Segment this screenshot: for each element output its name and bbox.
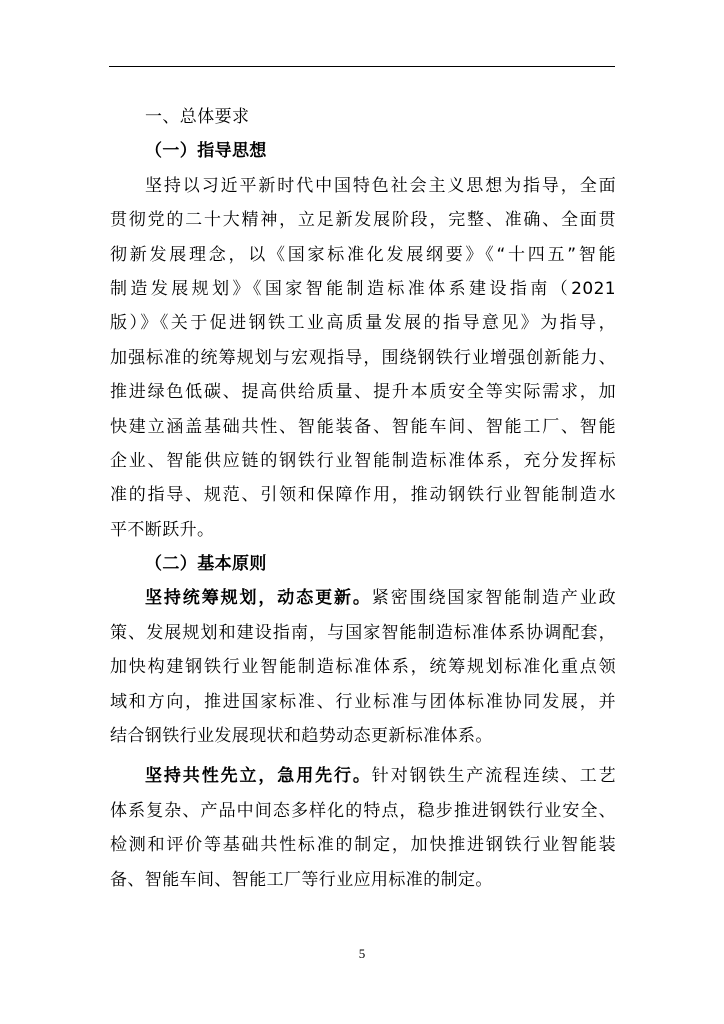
paragraph-principle-commonality (110, 759, 616, 897)
text-line: 备、智能车间、智能工厂等行业应用标准的制定。 (110, 869, 493, 890)
text-line (110, 759, 616, 793)
subheading-guiding-ideology: （一）指导思想 (145, 141, 267, 162)
page-number: 5 (358, 946, 366, 961)
paragraph-principle-planning (110, 581, 616, 753)
text-line: 坚持以习近平新时代中国特色社会主义思想为指导，全面 (145, 175, 616, 196)
paragraph-guiding-ideology (110, 169, 616, 547)
text-line: 体系复杂、产品中间态多样化的特点，稳步推进钢铁行业安全、 (110, 800, 616, 821)
principle-lead: 坚持统筹规划，动态更新。 (145, 588, 372, 609)
text-line: 企业、智能供应链的钢铁行业智能制造标准体系，充分发挥标 (110, 450, 616, 471)
text-line: 贯彻党的二十大精神，立足新发展阶段，完整、准确、全面贯 (110, 210, 616, 231)
text-line: 准的指导、规范、引领和保障作用，推动钢铁行业智能制造水 (110, 485, 616, 506)
text-line: 平不断跃升。 (110, 519, 215, 540)
subheading-basic-principles: （二）基本原则 (145, 554, 267, 575)
text-line (110, 581, 616, 615)
text-line: 彻新发展理念，以《国家标准化发展纲要》《“十四五”智能 (110, 244, 616, 265)
text-line: 推进绿色低碳、提高供给质量、提升本质安全等实际需求，加 (110, 382, 616, 403)
text-line: 加快构建钢铁行业智能制造标准体系，统筹规划标准化重点领 (110, 657, 616, 678)
text-line: 快建立涵盖基础共性、智能装备、智能车间、智能工厂、智能 (110, 416, 616, 437)
document-body (110, 100, 616, 897)
principle-text: 紧密围绕国家智能制造产业政 (371, 588, 616, 609)
principle-text: 针对钢铁生产流程连续、工艺 (371, 766, 616, 787)
text-line: 策、发展规划和建设指南，与国家智能制造标准体系协调配套， (110, 622, 616, 643)
text-line: 检测和评价等基础共性标准的制定，加快推进钢铁行业智能装 (110, 835, 616, 856)
principle-lead: 坚持共性先立，急用先行。 (145, 766, 372, 787)
text-line: 加强标准的统筹规划与宏观指导，围绕钢铁行业增强创新能力、 (110, 347, 616, 368)
header-rule (109, 66, 615, 67)
text-line: 结合钢铁行业发展现状和趋势动态更新标准体系。 (110, 726, 493, 747)
text-line: 域和方向，推进国家标准、行业标准与团体标准协同发展，并 (110, 691, 616, 712)
text-line: 制造发展规划》《国家智能制造标准体系建设指南（2021 (110, 278, 616, 299)
text-line: 版）》《关于促进钢铁工业高质量发展的指导意见》为指导， (110, 313, 616, 334)
section-title: 一、总体要求 (145, 107, 250, 127)
